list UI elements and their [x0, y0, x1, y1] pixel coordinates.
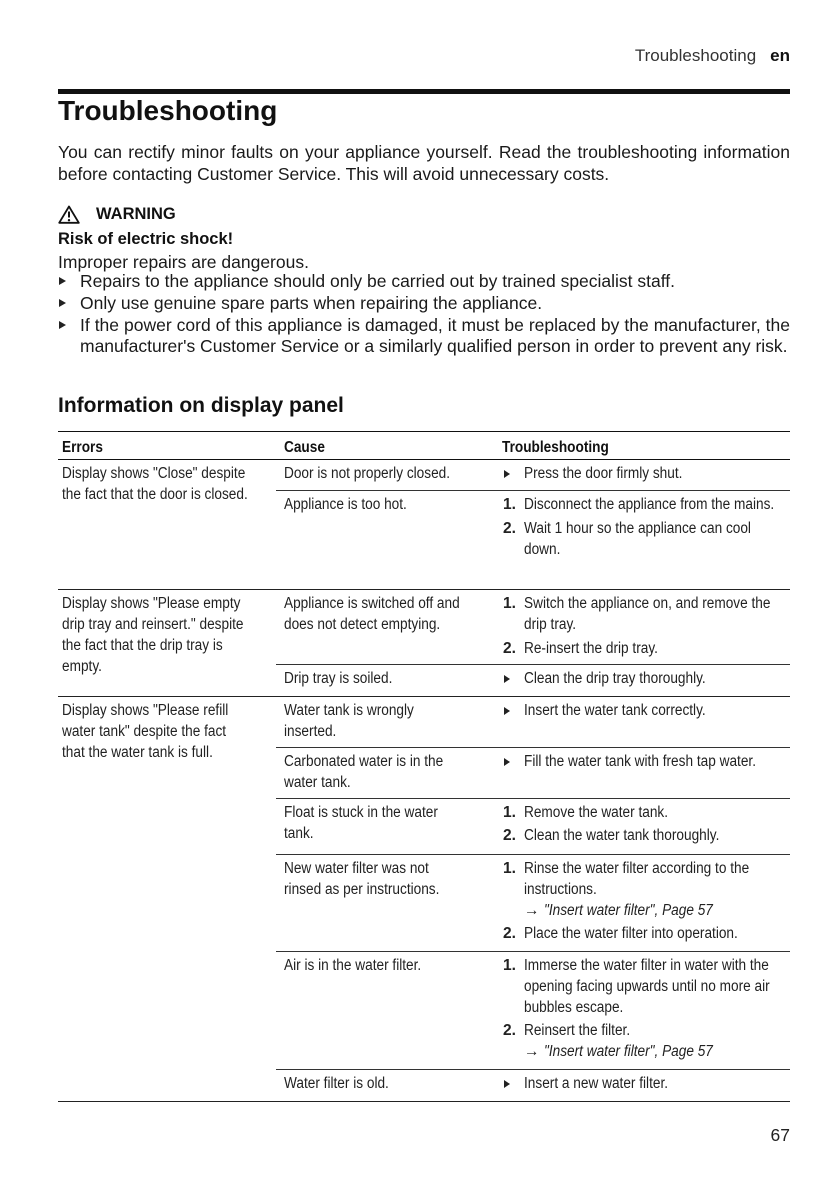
error-group: [58, 460, 790, 590]
warning-text: Improper repairs are dangerous.: [58, 252, 309, 272]
arrow-right-icon: →: [524, 902, 540, 919]
arrow-right-icon: →: [524, 1043, 540, 1060]
warning-list: [58, 271, 790, 358]
table-header: [58, 431, 790, 460]
error-description: Display shows "Close" despite the fact that the door is closed.: [62, 465, 248, 503]
remedy-cell: [502, 668, 790, 689]
running-head: [635, 46, 790, 66]
step-number: 2.: [503, 1022, 516, 1039]
header-rule: [58, 89, 790, 94]
warning-item: Only use genuine spare parts when repairing the appliance.: [58, 293, 790, 314]
warning-heading: [58, 205, 176, 224]
table-row: [276, 799, 790, 855]
cause-cell: Door is not properly closed.: [284, 465, 451, 482]
step-number: 2.: [503, 925, 516, 942]
step-number: 1.: [503, 496, 516, 513]
cross-reference: [502, 1041, 790, 1062]
cross-reference: [502, 900, 790, 921]
step-number: 1.: [503, 804, 516, 821]
section-title: Information on display panel: [58, 394, 344, 417]
error-group: [58, 697, 790, 1102]
cause-cell: Air is in the water filter.: [284, 957, 422, 974]
remedy-step: Re-insert the drip tray.: [524, 640, 658, 657]
remedy-cell: [502, 593, 790, 659]
table-row: [276, 590, 790, 665]
remedy-step: Switch the appliance on, and remove the drip tray.: [524, 595, 771, 633]
bullet-icon: [504, 1080, 510, 1088]
troubleshooting-table: [58, 431, 790, 1102]
page-title: Troubleshooting: [58, 95, 278, 126]
table-row: [276, 1070, 790, 1101]
remedy-cell: [502, 751, 790, 772]
page-number: 67: [770, 1125, 790, 1145]
cause-cell: Float is stuck in the water tank.: [284, 804, 438, 842]
step-number: 1.: [503, 595, 516, 612]
bullet-icon: [504, 758, 510, 766]
step-number: 2.: [503, 827, 516, 844]
language-code: en: [770, 46, 790, 65]
bullet-icon: [504, 675, 510, 683]
cross-reference-text: "Insert water filter", Page 57: [543, 902, 713, 919]
cross-reference-text: "Insert water filter", Page 57: [543, 1043, 713, 1060]
running-head-section: Troubleshooting: [634, 46, 757, 65]
step-number: 1.: [503, 957, 516, 974]
table-row: [276, 665, 790, 696]
remedy-step: Reinsert the filter.: [524, 1022, 631, 1039]
error-description: Display shows "Please refill water tank" despite the fact that the water tank is full.: [62, 702, 229, 761]
remedy-cell: [502, 463, 790, 484]
error-description: Display shows "Please empty drip tray and reinsert." despite the fact that the drip tray is empty.: [62, 595, 244, 675]
intro-paragraph: You can rectify minor faults on your appliance yourself. Read the troubleshooting information before contacting Customer Service. This will avoid unnecessary costs.: [58, 142, 790, 184]
remedy-cell: [502, 955, 790, 1062]
remedy-step: Clean the water tank thoroughly.: [524, 827, 720, 844]
remedy-step: Insert the water tank correctly.: [524, 702, 706, 719]
remedy-cell: [502, 1073, 790, 1094]
remedy-step: Wait 1 hour so the appliance can cool down.: [524, 520, 751, 558]
cause-cell: Water tank is wrongly inserted.: [284, 702, 414, 740]
header-troubleshooting: Troubleshooting: [502, 439, 609, 456]
remedy-step: Place the water filter into operation.: [524, 925, 738, 942]
remedy-step: Insert a new water filter.: [524, 1075, 669, 1092]
table-row: [276, 855, 790, 952]
table-row: [276, 748, 790, 799]
remedy-cell: [502, 494, 790, 560]
cause-cell: Appliance is too hot.: [284, 496, 407, 513]
cause-cell: Carbonated water is in the water tank.: [284, 753, 444, 791]
header-cause: Cause: [284, 439, 325, 456]
step-number: 2.: [503, 520, 516, 537]
warning-risk: Risk of electric shock!: [58, 230, 234, 248]
warning-label: WARNING: [96, 205, 176, 223]
error-group: [58, 590, 790, 697]
table-row: [276, 952, 790, 1070]
table-row: [276, 697, 790, 748]
warning-item: Repairs to the appliance should only be carried out by trained specialist staff.: [58, 271, 790, 292]
bullet-icon: [504, 470, 510, 478]
remedy-step: Remove the water tank.: [524, 804, 669, 821]
step-number: 2.: [503, 640, 516, 657]
remedy-step: Fill the water tank with fresh tap water.: [524, 753, 756, 770]
header-errors: Errors: [62, 439, 103, 456]
cause-cell: Appliance is switched off and does not detect emptying.: [284, 595, 460, 633]
remedy-step: Clean the drip tray thoroughly.: [524, 670, 706, 687]
remedy-cell: [502, 802, 790, 846]
remedy-step: Rinse the water filter according to the instructions.: [524, 860, 750, 898]
remedy-step: Immerse the water filter in water with the opening facing upwards until no more air bubbles escape.: [524, 957, 770, 1016]
cause-cell: New water filter was not rinsed as per instructions.: [284, 860, 440, 898]
bullet-icon: [504, 707, 510, 715]
remedy-step: Press the door firmly shut.: [524, 465, 683, 482]
cause-cell: Drip tray is soiled.: [284, 670, 393, 687]
remedy-cell: [502, 858, 790, 944]
remedy-cell: [502, 700, 790, 721]
remedy-step: Disconnect the appliance from the mains.: [524, 496, 775, 513]
warning-item: If the power cord of this appliance is damaged, it must be replaced by the manufacturer, the manufacturer's Customer Service or a similarly qualified person in order to prevent any risk.: [58, 315, 790, 357]
cause-cell: Water filter is old.: [284, 1075, 389, 1092]
step-number: 1.: [503, 860, 516, 877]
table-row: [276, 460, 790, 491]
table-row: [276, 491, 790, 589]
warning-triangle-icon: [58, 205, 80, 224]
